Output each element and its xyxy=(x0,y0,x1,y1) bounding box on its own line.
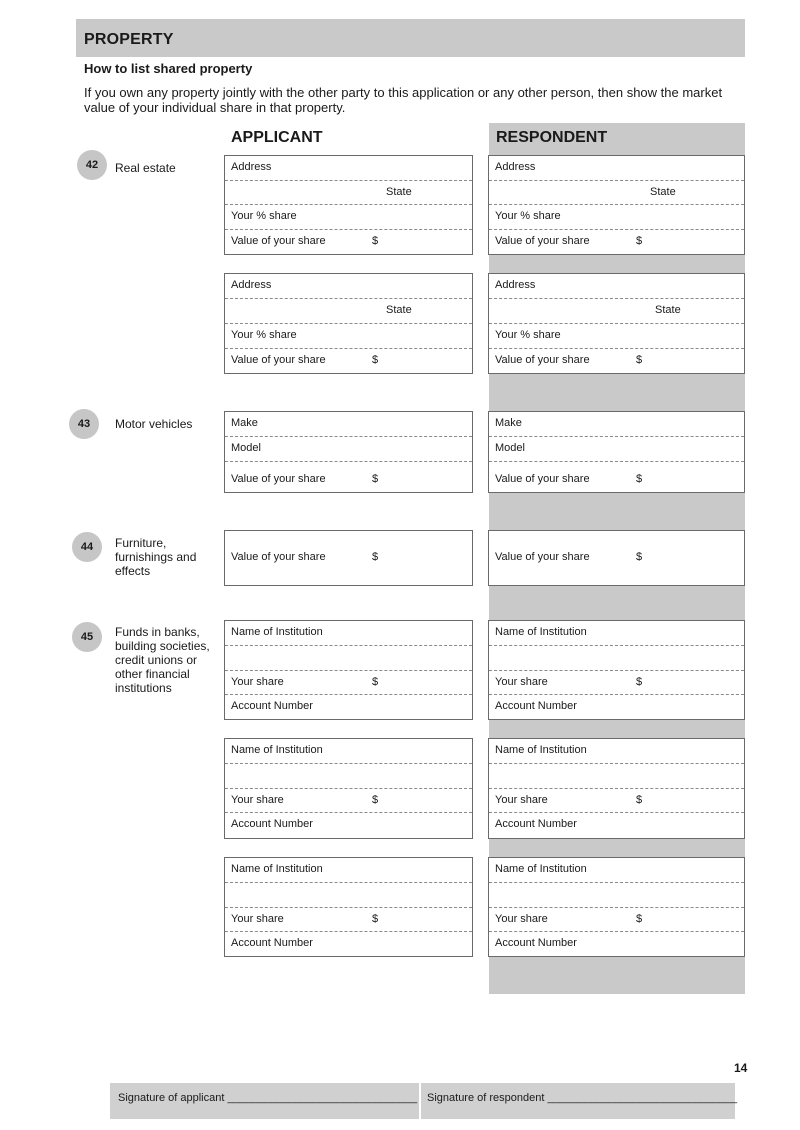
respondent-funds-box-1 xyxy=(488,620,745,720)
question-label-furniture: Furniture, furnishings and effects xyxy=(115,536,197,578)
account-number-field[interactable]: Account Number xyxy=(495,937,577,949)
value-share-field[interactable]: Value of your share $ xyxy=(495,354,643,366)
respondent-motor-vehicle-box xyxy=(488,411,745,493)
address-field[interactable]: Address xyxy=(225,274,472,299)
value-share-field[interactable]: Value of your share $ xyxy=(231,473,379,485)
value-share-field[interactable]: Value of your share $ xyxy=(495,235,643,247)
your-share-field[interactable]: Your share $ xyxy=(225,908,472,932)
model-field[interactable]: Model xyxy=(225,437,472,462)
account-number-field[interactable]: Account Number xyxy=(231,937,313,949)
applicant-funds-box-3 xyxy=(224,857,473,957)
pct-share-field[interactable]: Your % share xyxy=(225,324,472,349)
respondent-signature-line[interactable]: Signature of respondent _______________________________ xyxy=(427,1092,738,1104)
page-number: 14 xyxy=(734,1061,748,1075)
applicant-funds-box-2 xyxy=(224,738,473,839)
institution-field[interactable]: Name of Institution xyxy=(225,858,472,883)
respondent-column-heading: RESPONDENT xyxy=(496,129,608,146)
applicant-motor-vehicle-box xyxy=(224,411,473,493)
respondent-real-estate-box-2 xyxy=(488,273,745,374)
state-field[interactable]: State xyxy=(225,181,472,205)
account-number-field[interactable]: Account Number xyxy=(495,700,577,712)
signature-divider xyxy=(419,1083,421,1119)
question-number-45: 45 xyxy=(72,622,102,652)
applicant-column-heading: APPLICANT xyxy=(231,129,323,146)
state-field[interactable]: State xyxy=(489,299,744,324)
your-share-field[interactable]: Your share $ xyxy=(225,671,472,695)
account-number-field[interactable]: Account Number xyxy=(231,700,313,712)
institution-field-line-2[interactable] xyxy=(225,883,472,908)
institution-field-line-2[interactable] xyxy=(225,646,472,671)
model-field[interactable]: Model xyxy=(489,437,744,462)
institution-field[interactable]: Name of Institution xyxy=(489,858,744,883)
applicant-furniture-box xyxy=(224,530,473,586)
question-label-funds: Funds in banks, building societies, credit unions or other financial institutions xyxy=(115,625,210,695)
question-number-44: 44 xyxy=(72,532,102,562)
question-label-real-estate: Real estate xyxy=(115,161,176,175)
page-title: PROPERTY xyxy=(84,31,174,48)
pct-share-field[interactable]: Your % share xyxy=(489,324,744,349)
institution-field-line-2[interactable] xyxy=(225,764,472,789)
value-share-field[interactable]: Value of your share $ xyxy=(495,473,643,485)
state-field[interactable]: State xyxy=(489,181,744,205)
your-share-field[interactable]: Your share $ xyxy=(225,789,472,813)
your-share-field[interactable]: Your share $ xyxy=(489,671,744,695)
applicant-signature-line[interactable]: Signature of applicant _______________________________ xyxy=(118,1092,418,1104)
respondent-real-estate-box-1 xyxy=(488,155,745,255)
institution-field[interactable]: Name of Institution xyxy=(225,621,472,646)
question-number-42: 42 xyxy=(77,150,107,180)
value-share-field[interactable]: Value of your share $ xyxy=(231,551,379,563)
applicant-funds-box-1 xyxy=(224,620,473,720)
address-field[interactable]: Address xyxy=(489,274,744,299)
your-share-field[interactable]: Your share $ xyxy=(489,789,744,813)
question-number-43: 43 xyxy=(69,409,99,439)
institution-field[interactable]: Name of Institution xyxy=(225,739,472,764)
value-share-field[interactable]: Value of your share $ xyxy=(231,235,379,247)
address-field[interactable]: Address xyxy=(225,156,472,181)
account-number-field[interactable]: Account Number xyxy=(495,818,577,830)
applicant-real-estate-box-1 xyxy=(224,155,473,255)
institution-field-line-2[interactable] xyxy=(489,883,744,908)
respondent-funds-box-3 xyxy=(488,857,745,957)
institution-field-line-2[interactable] xyxy=(489,646,744,671)
respondent-furniture-box xyxy=(488,530,745,586)
section-header-bar xyxy=(76,19,745,57)
intro-text: If you own any property jointly with the other party to this application or any other person, then show the market value of your individual share in that property. xyxy=(84,85,723,115)
make-field[interactable]: Make xyxy=(489,412,744,437)
institution-field[interactable]: Name of Institution xyxy=(489,739,744,764)
institution-field[interactable]: Name of Institution xyxy=(489,621,744,646)
question-label-motor-vehicles: Motor vehicles xyxy=(115,417,193,431)
subheading: How to list shared property xyxy=(84,61,253,76)
institution-field-line-2[interactable] xyxy=(489,764,744,789)
state-field[interactable]: State xyxy=(225,299,472,324)
pct-share-field[interactable]: Your % share xyxy=(489,205,744,230)
pct-share-field[interactable]: Your % share xyxy=(225,205,472,230)
applicant-real-estate-box-2 xyxy=(224,273,473,374)
account-number-field[interactable]: Account Number xyxy=(231,818,313,830)
make-field[interactable]: Make xyxy=(225,412,472,437)
your-share-field[interactable]: Your share $ xyxy=(489,908,744,932)
address-field[interactable]: Address xyxy=(489,156,744,181)
respondent-funds-box-2 xyxy=(488,738,745,839)
value-share-field[interactable]: Value of your share $ xyxy=(231,354,379,366)
value-share-field[interactable]: Value of your share $ xyxy=(495,551,643,563)
